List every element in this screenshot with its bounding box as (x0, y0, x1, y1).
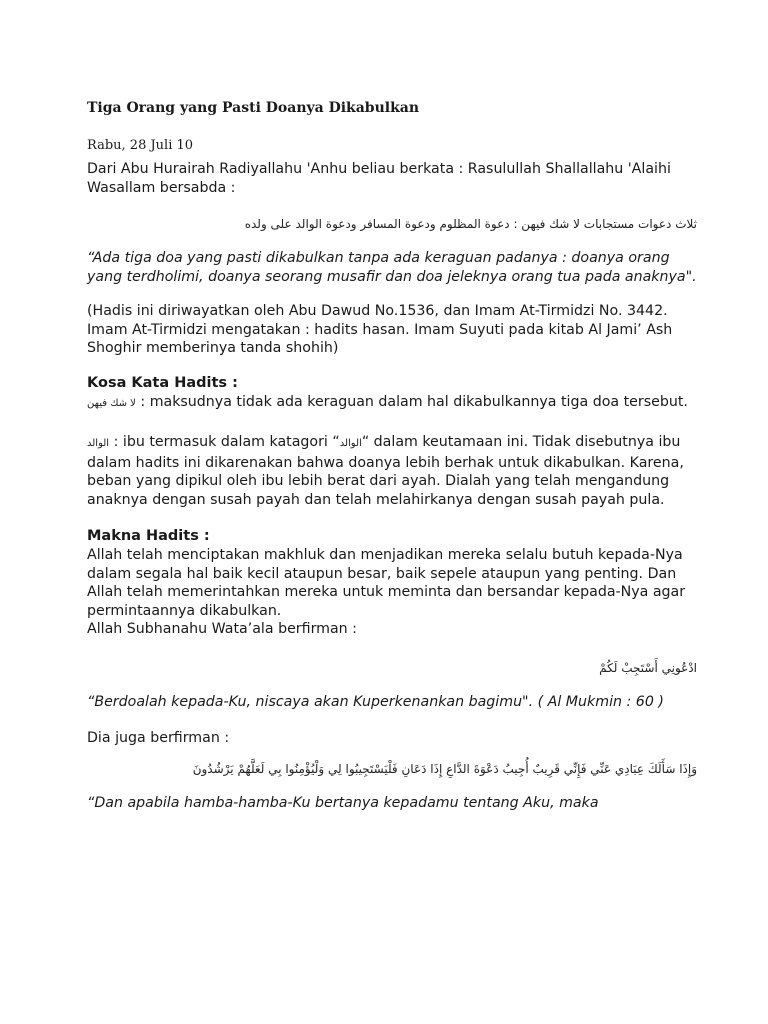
makna-heading: Makna Hadits : (87, 528, 210, 544)
verse-1-arabic: ادْعُونِي أَسْتَجِبْ لَكُمْ (599, 660, 697, 675)
article-title: Tiga Orang yang Pasti Doanya Dikabulkan (87, 100, 420, 116)
kosa-kata-item-1-text: : maksudnya tidak ada keraguan dalam hal dikabulkannya tiga doa tersebut. (135, 393, 688, 410)
firman-intro: Allah Subhanahu Wata’ala berfirman : (87, 621, 357, 637)
kosa-kata-item-2-text-a: : ibu termasuk dalam katagori “ (109, 434, 340, 450)
source-note: (Hadis ini diriwayatkan oleh Abu Dawud No.1536, dan Imam At-Tirmidzi No. 3442. Imam At-Tirmidzi mengatakan : hadits hasan. Imam Suyuti pada kitab Al Jami’ Ash Shoghir memberinya tanda shohih) (87, 303, 673, 356)
verse-1-translation (87, 693, 697, 712)
makna-paragraph: Allah telah menciptakan makhluk dan menjadikan mereka selalu butuh kepada-Nya dalam segala hal baik kecil ataupun besar, baik sepele ataupun yang penting. Dan Allah telah memerintahkan mereka untuk meminta dan bersandar kepada-Nya agar permintaannya dikabulkan. (87, 547, 686, 619)
firman-intro-2: Dia juga berfirman : (87, 730, 230, 746)
verse-2-translation: “Dan apabila hamba-hamba-Ku bertanya kepadamu tentang Aku, maka (87, 794, 599, 811)
verse-2-arabic: وَإِذَا سَأَلَكَ عِبَادِي عَنِّي فَإِنِّي قَرِيبٌ أُجِيبُ دَعْوَةَ الدَّاعِ إِذَا دَعَانِ فَلْيَسْتَجِيبُوا لِي وَلْيُؤْمِنُوا بِي لَعَلَّهُمْ يَرْشُدُونَ (192, 761, 697, 776)
intro-paragraph: Dari Abu Hurairah Radiyallahu 'Anhu beliau berkata : Rasulullah Shallallahu 'Alaihi Wasallam bersabda : (87, 161, 671, 196)
kosa-kata-item-1-arabic: لا شك فيهن (87, 397, 136, 409)
verse-1-translation-text: “Berdoalah kepada-Ku, niscaya akan Kuperkenankan bagimu". ( Al Mukmin : 60 ) (87, 693, 664, 710)
kosa-kata-item-2-text-b: “ dalam keutamaan ini. Tidak disebutnya ibu dalam hadits ini dikarenakan bahwa doanya lebih berhak untuk dikabulkan. Karena, beban yang dipikul oleh ibu lebih berat dari ayah. Dialah yang telah mengandung anaknya dengan susah payah dan telah melahirkanya dengan susah payah pula. (87, 434, 684, 508)
hadith-translation: “Ada tiga doa yang pasti dikabulkan tanpa ada keraguan padanya : doanya orang yang terdholimi, doanya seorang musafir dan doa jeleknya orang tua pada anaknya". (87, 250, 697, 285)
kosa-kata-item-2-arabic-inline: الوالد (339, 438, 362, 449)
kosa-kata-item-1 (87, 393, 697, 414)
hadith-arabic: ثلاث دعوات مستجابات لا شك فيهن : دعوة المظلوم ودعوة المسافر ودعوة الوالد على ولده (244, 217, 697, 231)
kosa-kata-heading: Kosa Kata Hadits : (87, 374, 238, 391)
article-body (87, 99, 697, 812)
kosa-kata-item-2 (87, 433, 697, 509)
article-date: Rabu, 28 Juli 10 (87, 138, 194, 153)
kosa-kata-item-2-arabic: الوالد (87, 438, 110, 449)
